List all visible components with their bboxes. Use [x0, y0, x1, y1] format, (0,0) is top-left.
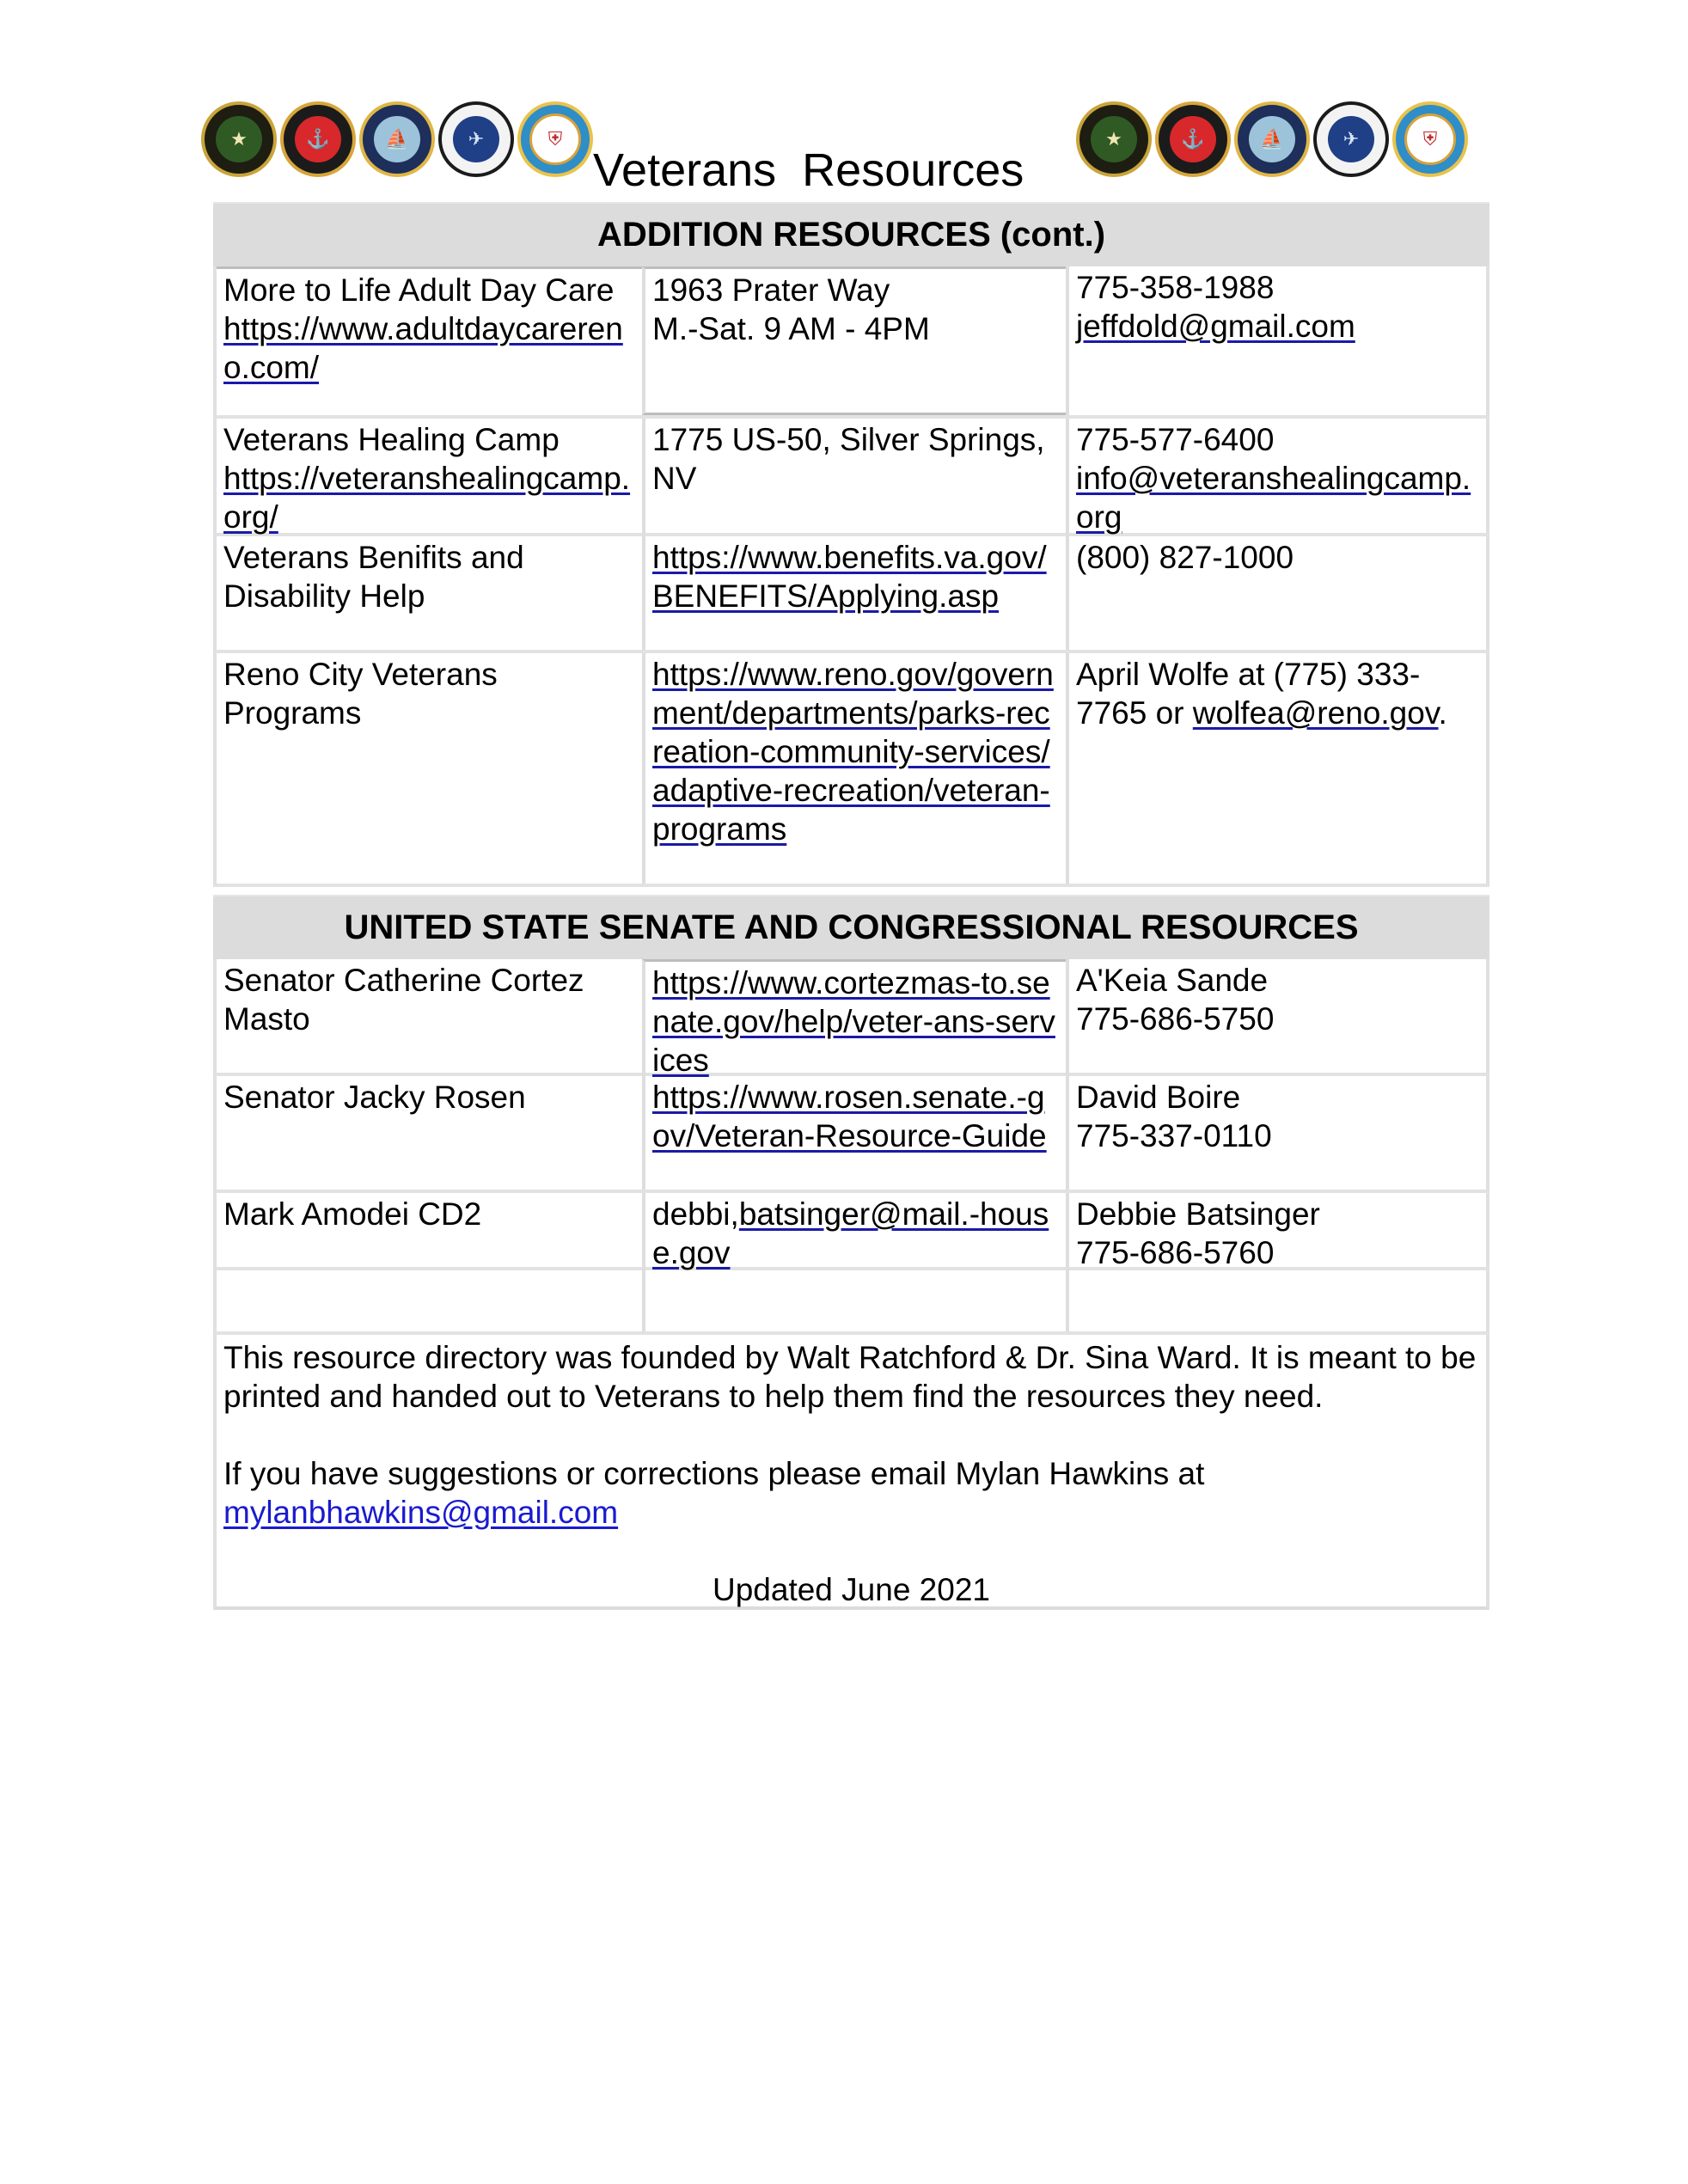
- resource-email-link[interactable]: batsinger@mail.-house.gov: [652, 1196, 1049, 1270]
- page-title: Veterans Resources: [593, 144, 1024, 196]
- navy-seal-icon: ⛵: [1234, 101, 1310, 177]
- resource-contact-cell: [1066, 653, 1493, 884]
- resource-name: Veterans Benifits and Disability Help: [223, 540, 524, 614]
- contact-phone: 775-686-5750: [1076, 1001, 1275, 1037]
- resource-address-cell: [642, 266, 1066, 415]
- resource-table: [213, 202, 1489, 1610]
- resource-website-link[interactable]: https://www.benefits.va.gov/BENEFITS/Applying.asp: [652, 540, 1047, 614]
- contact-phone: 775-337-0110: [1076, 1118, 1272, 1153]
- resource-hours: M.-Sat. 9 AM - 4PM: [652, 311, 930, 346]
- empty-table-row: [213, 1270, 1489, 1335]
- resource-contact-cell: [1066, 419, 1493, 536]
- marine-corps-seal-icon: ⚓: [280, 101, 356, 177]
- resource-email-cell: [642, 1193, 1066, 1272]
- resource-name: More to Life Adult Day Care: [223, 272, 615, 308]
- resource-website-link[interactable]: https://www.reno.gov/government/departments/parks-recreation-community-services/adaptive-recreation/veteran-programs: [652, 657, 1054, 847]
- empty-cell: [1066, 1270, 1493, 1331]
- resource-name: Veterans Healing Camp: [223, 422, 560, 457]
- contact-person: David Boire: [1076, 1080, 1241, 1115]
- resource-name-cell: [217, 959, 642, 1080]
- resource-name-cell: [217, 536, 642, 650]
- section-gap: [213, 887, 1489, 895]
- resource-name-cell: [217, 653, 642, 884]
- table-row: [213, 1076, 1489, 1193]
- resource-address-cell: [642, 419, 1066, 536]
- resource-name: Senator Catherine Cortez Masto: [223, 963, 584, 1037]
- table-row: [213, 266, 1489, 419]
- resource-name-cell: [217, 266, 642, 415]
- section-header-additional-resources: ADDITION RESOURCES (cont.): [213, 202, 1489, 266]
- resource-contact-cell: [1066, 266, 1493, 415]
- resource-contact-cell: [1066, 536, 1493, 650]
- resource-phone: (800) 827-1000: [1076, 540, 1294, 575]
- section-header-congressional-resources: UNITED STATE SENATE AND CONGRESSIONAL RESOURCES: [213, 895, 1489, 959]
- navy-seal-icon: ⛵: [359, 101, 435, 177]
- resource-name: Senator Jacky Rosen: [223, 1080, 526, 1115]
- table-row: [213, 419, 1489, 536]
- resource-name-cell: [217, 419, 642, 536]
- seal-row-left: [201, 101, 593, 177]
- army-seal-icon: ★: [201, 101, 277, 177]
- resource-website-cell: [642, 1076, 1066, 1190]
- note-suggestions-text: If you have suggestions or corrections please email Mylan Hawkins at: [223, 1456, 1205, 1491]
- contact-phone: 775-686-5760: [1076, 1235, 1275, 1270]
- air-force-seal-icon: ✈: [1313, 101, 1389, 177]
- resource-name-cell: [217, 1076, 642, 1190]
- contact-suffix: .: [1438, 695, 1447, 731]
- marine-corps-seal-icon: ⚓: [1155, 101, 1231, 177]
- resource-phone: 775-577-6400: [1076, 422, 1275, 457]
- coast-guard-seal-icon: ⛨: [1392, 101, 1468, 177]
- empty-cell: [217, 1270, 642, 1331]
- resource-contact-cell: [1066, 1076, 1493, 1190]
- coast-guard-seal-icon: ⛨: [517, 101, 593, 177]
- note-founders-text: This resource directory was founded by Walt Ratchford & Dr. Sina Ward. It is meant to be printed and handed out to Veterans to help them find the resources they need.: [223, 1340, 1477, 1414]
- resource-website-cell: [642, 959, 1066, 1080]
- air-force-seal-icon: ✈: [438, 101, 514, 177]
- table-row: [213, 536, 1489, 653]
- resource-name: Reno City Veterans Programs: [223, 657, 498, 731]
- resource-website-link[interactable]: https://www.adultdaycarereno.com/: [223, 311, 623, 385]
- resource-address: 1775 US-50, Silver Springs, NV: [652, 422, 1045, 496]
- army-seal-icon: ★: [1076, 101, 1152, 177]
- email-prefix: debbi,: [652, 1196, 739, 1232]
- resource-name-cell: [217, 1193, 642, 1272]
- resource-phone: 775-358-1988: [1076, 270, 1275, 305]
- resource-website-link[interactable]: https://www.cortezmas-to.senate.gov/help/veter-ans-services: [652, 965, 1055, 1078]
- resource-address: 1963 Prater Way: [652, 272, 890, 308]
- resource-email-link[interactable]: jeffdold@gmail.com: [1076, 309, 1355, 344]
- resource-contact-text: April Wolfe at (775) 333-7765 or: [1076, 657, 1421, 731]
- resource-website-cell: [642, 536, 1066, 650]
- resource-name: Mark Amodei CD2: [223, 1196, 482, 1232]
- resource-contact-cell: [1066, 1193, 1493, 1272]
- seal-row-right: [1076, 101, 1468, 177]
- resource-website-link[interactable]: https://www.rosen.senate.-gov/Veteran-Resource-Guide: [652, 1080, 1047, 1153]
- contact-person: A'Keia Sande: [1076, 963, 1269, 998]
- resource-website-cell: [642, 653, 1066, 884]
- table-row: [213, 959, 1489, 1076]
- updated-date: Updated June 2021: [713, 1572, 990, 1607]
- resource-contact-cell: [1066, 959, 1493, 1080]
- contact-person: Debbie Batsinger: [1076, 1196, 1320, 1232]
- directory-note: [213, 1335, 1489, 1610]
- empty-cell: [642, 1270, 1066, 1331]
- resource-website-link[interactable]: https://veteranshealingcamp.org/: [223, 461, 631, 535]
- table-row: [213, 653, 1489, 887]
- table-row: [213, 1193, 1489, 1270]
- contact-email-link[interactable]: mylanbhawkins@gmail.com: [223, 1495, 619, 1530]
- resource-email-link[interactable]: wolfea@reno.gov: [1192, 695, 1439, 731]
- resource-email-link[interactable]: info@veteranshealingcamp.org: [1076, 461, 1471, 535]
